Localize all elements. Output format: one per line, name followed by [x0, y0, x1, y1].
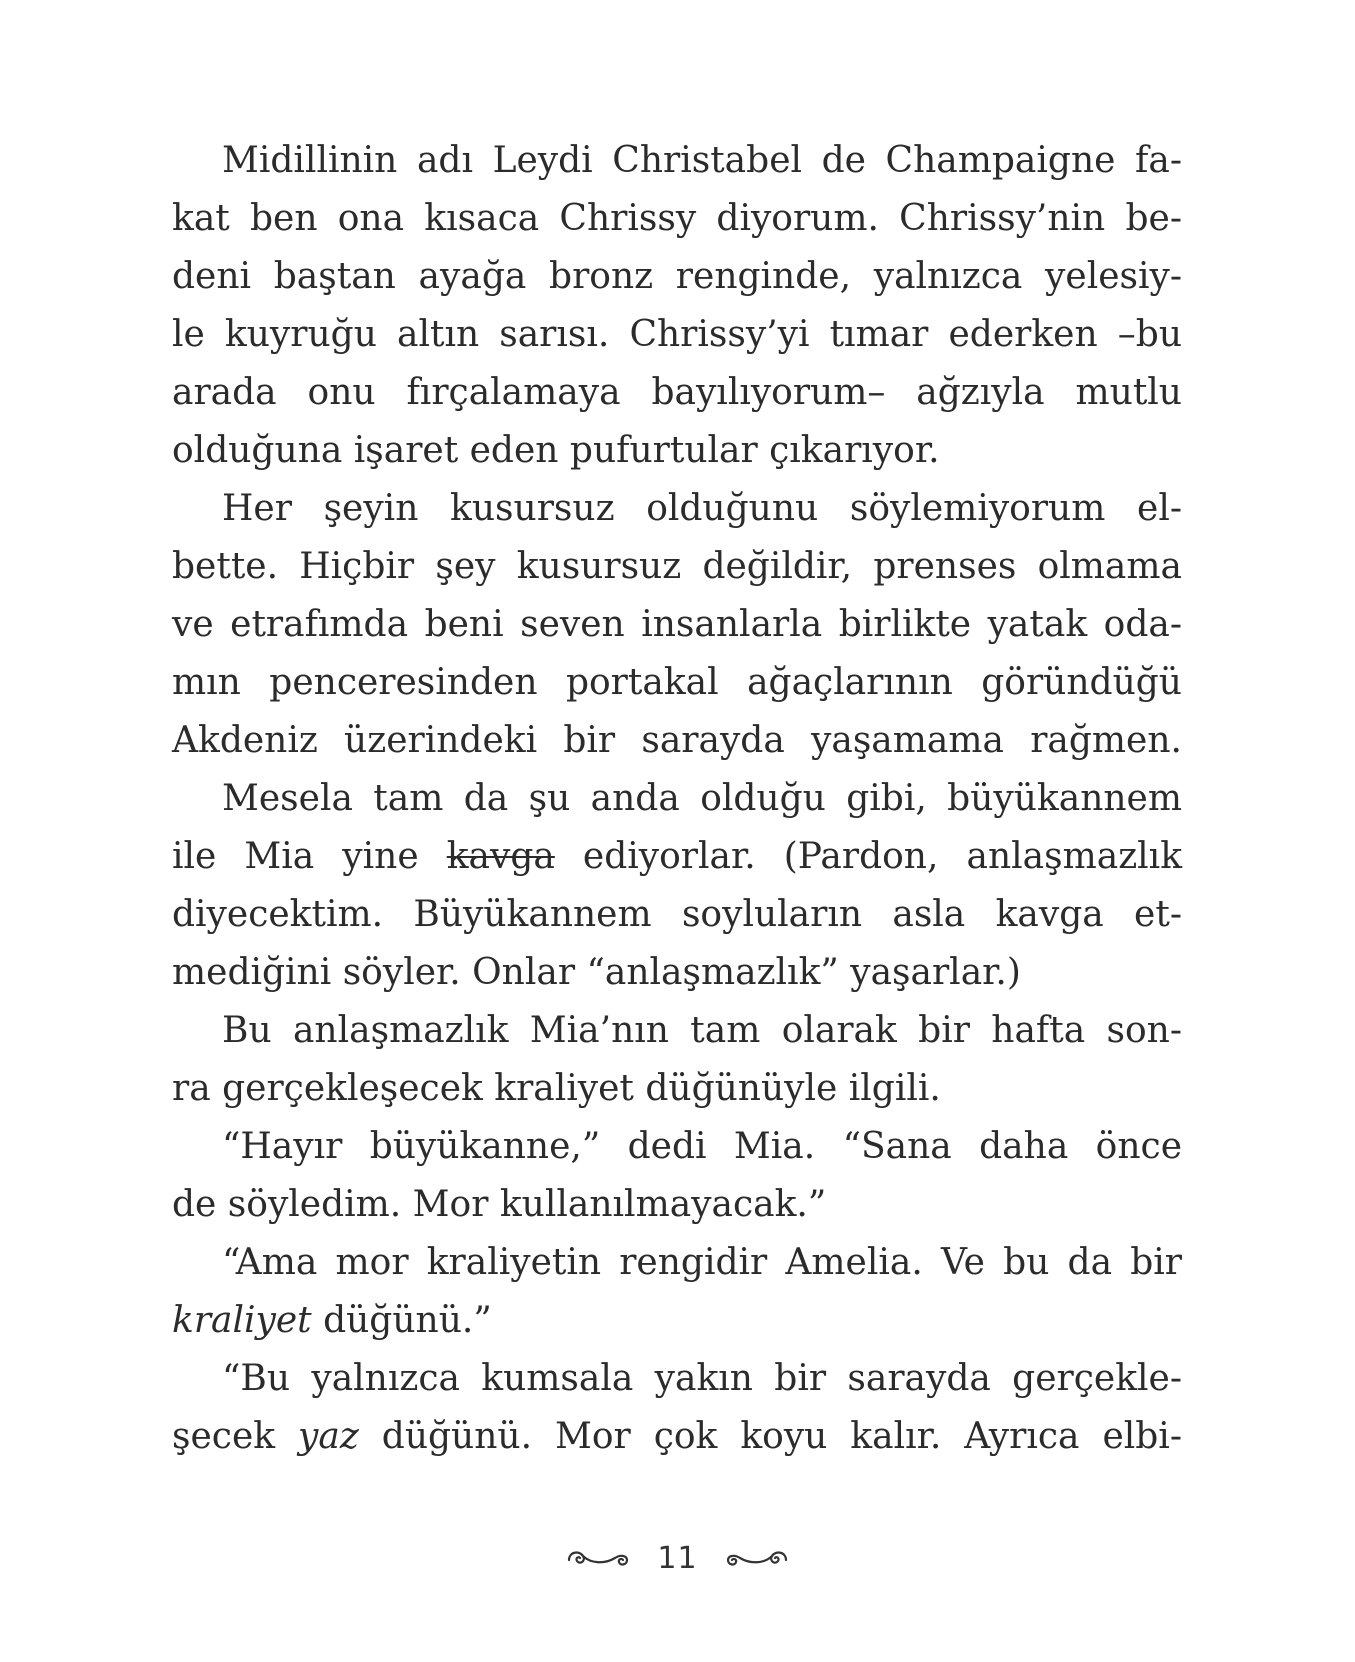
text-line: Akdeniz üzerindeki bir sarayda yaşamama rağmen.: [172, 720, 1182, 761]
text-line: le kuyruğu altın sarısı. Chrissy’yi tımar ederken –bu: [172, 314, 1182, 355]
text-line: ve etrafımda beni seven insanlarla birlikte yatak oda-: [172, 604, 1182, 645]
text-line: [172, 1292, 1182, 1350]
struck-word: kavga: [446, 836, 555, 877]
text-line: de söyledim. Mor kullanılmayacak.”: [172, 1184, 827, 1225]
text-line: [172, 828, 1182, 886]
text-line: bette. Hiçbir şey kusursuz değildir, prenses olmama: [172, 546, 1182, 587]
text-line: Bu anlaşmazlık Mia’nın tam olarak bir hafta son-: [222, 1010, 1182, 1051]
text-segment: düğünü.”: [311, 1300, 492, 1341]
text-line: Mesela tam da şu anda olduğu gibi, büyükannem: [222, 778, 1182, 819]
text-line: diyecektim. Büyükannem soyluların asla kavga et-: [172, 894, 1182, 935]
text-line: arada onu fırçalamaya bayılıyorum– ağzıyla mutlu: [172, 372, 1182, 413]
text-line: kat ben ona kısaca Chrissy diyorum. Chrissy’nin be-: [172, 198, 1182, 239]
text-line: mın penceresinden portakal ağaçlarının göründüğü: [172, 662, 1182, 703]
text-line: olduğuna işaret eden pufurtular çıkarıyor.: [172, 430, 940, 471]
text-line: ra gerçekleşecek kraliyet düğünüyle ilgili.: [172, 1068, 941, 1109]
text-segment: ile Mia yine: [172, 836, 447, 877]
italic-word: yaz: [298, 1416, 359, 1457]
text-line: “Bu yalnızca kumsala yakın bir sarayda gerçekle-: [222, 1358, 1182, 1399]
swirl-ornament-icon: [724, 1544, 790, 1572]
text-line: [172, 1408, 1182, 1466]
page-footer: [0, 1528, 1355, 1588]
text-line: “Hayır büyükanne,” dedi Mia. “Sana daha önce: [222, 1126, 1182, 1167]
text-segment: şecek: [172, 1416, 299, 1457]
text-segment: ediyorlar. (Pardon, anlaşmazlık: [554, 836, 1183, 877]
italic-word: kraliyet: [172, 1300, 312, 1341]
text-line: “Ama mor kraliyetin rengidir Amelia. Ve bu da bir: [222, 1242, 1182, 1283]
text-line: deni baştan ayağa bronz renginde, yalnızca yelesiy-: [172, 256, 1182, 297]
body-text: [172, 132, 1182, 1466]
text-segment: düğünü. Mor çok koyu kalır. Ayrıca elbi-: [358, 1416, 1182, 1457]
text-line: Her şeyin kusursuz olduğunu söylemiyorum el-: [222, 488, 1182, 529]
swirl-ornament-icon: [565, 1544, 631, 1572]
text-line: mediğini söyler. Onlar “anlaşmazlık” yaşarlar.): [172, 952, 1021, 993]
page-number: 11: [657, 1540, 698, 1576]
text-line: Midillinin adı Leydi Christabel de Champaigne fa-: [222, 140, 1182, 181]
